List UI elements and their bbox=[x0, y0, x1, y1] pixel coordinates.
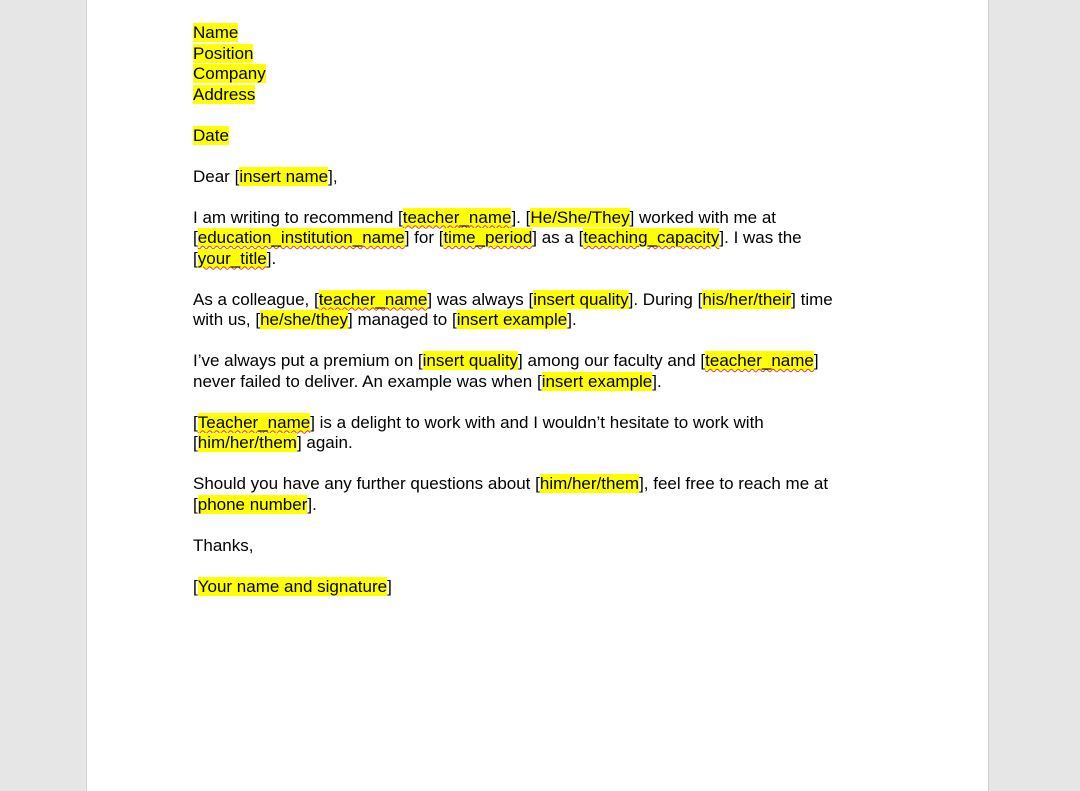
para2-text-5: with us, [ bbox=[193, 310, 261, 329]
para3-text-5: ]. bbox=[652, 371, 662, 391]
teaching-capacity-placeholder: teaching_capacity bbox=[583, 228, 720, 247]
greeting-line: Dear [insert name], bbox=[193, 166, 338, 186]
para5-line-2: [phone number]. bbox=[193, 494, 317, 514]
signature-end: ] bbox=[387, 576, 392, 596]
header-date bbox=[193, 126, 893, 147]
paragraph-delight: [Teacher_name] is a delight to work with and I wouldn’t hesitate to work with [him/her/them] again. bbox=[193, 413, 893, 454]
paragraph-premium bbox=[193, 351, 893, 392]
para3-text-2: ] among our faculty and [ bbox=[518, 351, 706, 370]
para5-text-3: ]. bbox=[307, 494, 317, 514]
paragraph-intro bbox=[193, 208, 893, 270]
para2-text-7: ]. bbox=[567, 310, 577, 329]
para1-text-4: ] for [ bbox=[404, 228, 444, 247]
example-placeholder: insert example bbox=[541, 371, 653, 391]
para1-text-5: ] as a [ bbox=[532, 228, 584, 247]
para1-line-3: [your_title]. bbox=[193, 248, 277, 268]
para3-text-1: I’ve always put a premium on [ bbox=[193, 351, 423, 370]
greeting-text: Dear bbox=[193, 166, 235, 186]
document-page bbox=[86, 0, 989, 791]
recipient-name-placeholder: insert name bbox=[239, 166, 329, 186]
pronoun-placeholder: he/she/they bbox=[260, 310, 348, 329]
para1-text-1: I am writing to recommend [ bbox=[193, 207, 403, 227]
paragraph-contact bbox=[193, 474, 893, 515]
para5-text-1: Should you have any further questions about [ bbox=[193, 474, 540, 493]
para2-text-1: As a colleague, [ bbox=[193, 289, 319, 309]
phone-number-placeholder: phone number bbox=[197, 494, 308, 514]
possessive-pronoun-placeholder: his/her/their bbox=[702, 289, 792, 309]
institution-placeholder: education_institution_name bbox=[197, 228, 405, 247]
quality-placeholder: insert quality bbox=[533, 289, 629, 309]
header-position bbox=[193, 44, 893, 65]
para4-text-2: ] again. bbox=[296, 433, 353, 452]
para1-line-2: [education_institution_name] for [time_period] as a [teaching_capacity]. I was the bbox=[193, 228, 802, 247]
header-address bbox=[193, 85, 893, 106]
para2-text-2: ] was always [ bbox=[427, 289, 534, 309]
signature-line: [Your name and signature] bbox=[193, 576, 392, 596]
para3-line-2 bbox=[193, 372, 893, 393]
pronoun-placeholder: He/She/They bbox=[530, 207, 630, 227]
letter-body[interactable] bbox=[193, 23, 893, 597]
teacher-name-placeholder: teacher_name bbox=[318, 289, 428, 309]
greeting-end: ], bbox=[328, 166, 338, 186]
address-field: Address bbox=[193, 84, 256, 104]
date-field: Date bbox=[193, 125, 229, 145]
para1-text-7: ]. bbox=[266, 248, 277, 268]
header-company bbox=[193, 64, 893, 85]
example-placeholder: insert example bbox=[456, 310, 568, 329]
your-title-placeholder: your_title bbox=[197, 248, 267, 268]
time-period-placeholder: time_period bbox=[443, 228, 533, 247]
para3-text-3: ] bbox=[813, 351, 819, 370]
header-name bbox=[193, 23, 893, 44]
name-field: Name bbox=[193, 23, 239, 42]
para5-text-2: ], feel free to reach me at bbox=[639, 474, 829, 493]
para2-text-3: ]. During [ bbox=[628, 289, 703, 309]
object-pronoun-placeholder: him/her/them bbox=[197, 433, 297, 452]
para1-text-6: ]. I was the bbox=[719, 228, 802, 247]
para2-text-4: ] time bbox=[791, 289, 833, 309]
position-field: Position bbox=[193, 43, 254, 63]
para4-text-1: ] is a delight to work with and I wouldn’t hesitate to work with bbox=[310, 412, 764, 432]
teacher-name-placeholder: teacher_name bbox=[705, 351, 814, 370]
quality-placeholder: insert quality bbox=[422, 351, 519, 370]
teacher-name-placeholder: teacher_name bbox=[402, 207, 512, 227]
para4-line-2: [him/her/them] again. bbox=[193, 433, 353, 452]
para1-text-3: ] worked with me at bbox=[629, 207, 777, 227]
paragraph-colleague bbox=[193, 290, 893, 331]
signature-placeholder: Your name and signature bbox=[197, 576, 388, 596]
closing-line: Thanks, bbox=[193, 535, 254, 555]
teacher-name-placeholder: Teacher_name bbox=[197, 412, 311, 432]
object-pronoun-placeholder: him/her/them bbox=[539, 474, 640, 493]
para2-text-6: ] managed to [ bbox=[348, 310, 457, 329]
para1-text-2: ]. [ bbox=[511, 207, 531, 227]
para3-text-4: never failed to deliver. An example was when [ bbox=[193, 371, 542, 391]
company-field: Company bbox=[193, 64, 266, 83]
para2-line-2 bbox=[193, 310, 893, 331]
